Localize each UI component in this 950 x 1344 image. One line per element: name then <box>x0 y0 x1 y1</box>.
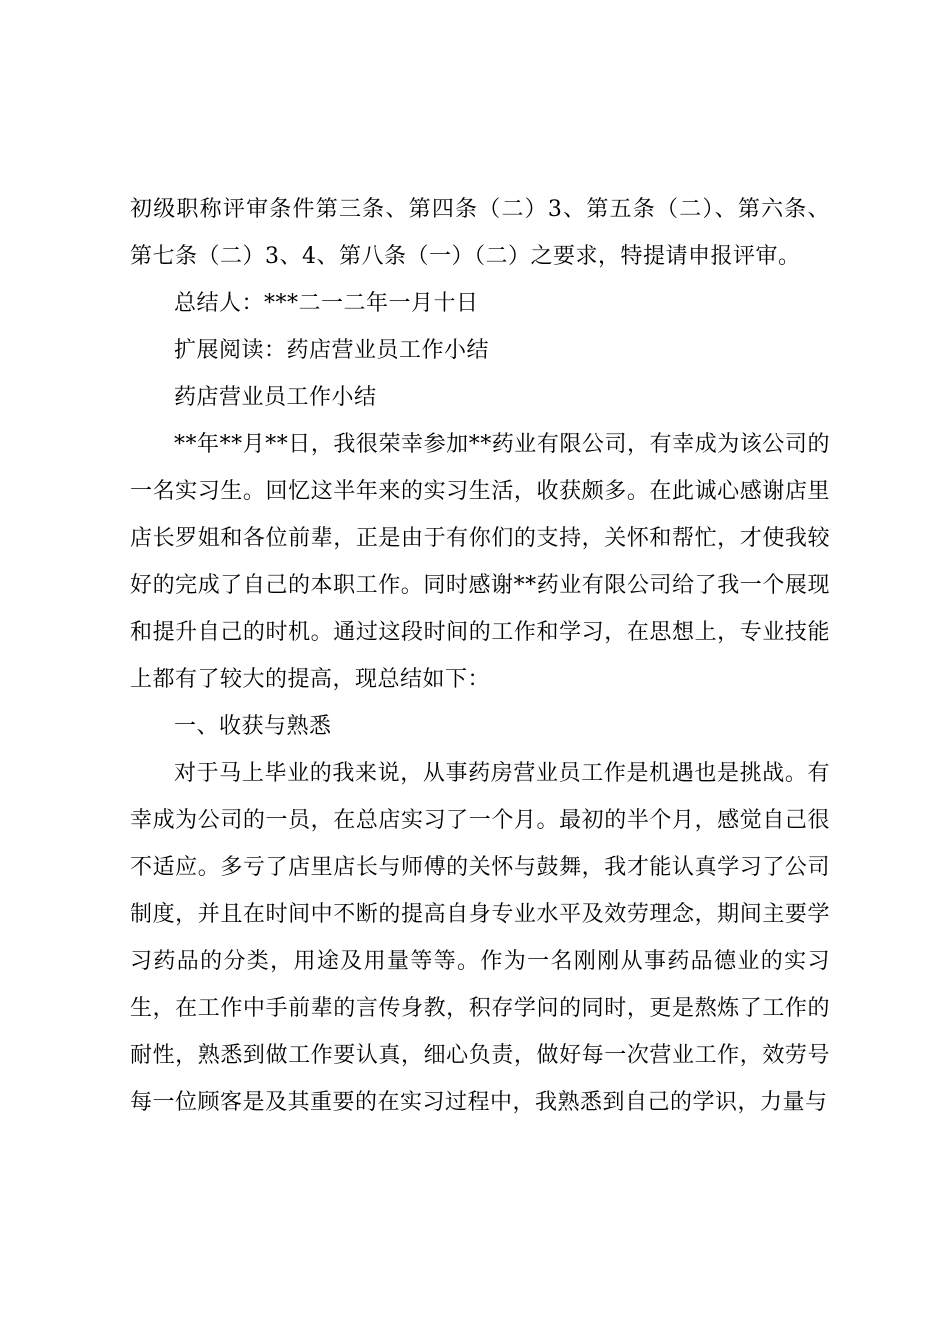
section-title: 药店营业员工作小结 <box>174 385 377 410</box>
paragraph-continuation: 初级职称评审条件第三条、第四条（二）3、第五条（二）、第六条、第七条（二）3、4、第八条（一）（二）之要求，特提请申报评审。 <box>130 197 830 269</box>
section-heading: 一、收获与熟悉 <box>174 714 332 739</box>
paragraph-body: 对于马上毕业的我来说，从事药房营业员工作是机遇也是挑战。有幸成为公司的一员，在总店实习了一个月。最初的半个月，感觉自己很不适应。多亏了店里店长与师傅的关怀与鼓舞，我才能认真学习了公司制度，并且在时间中不断的提高自身专业水平及效劳理念，期间主要学习药品的分类，用途及用量等等。作为一名刚刚从事药品德业的实习生，在工作中手前辈的言传身教，积存学问的同时，更是熬炼了工作的耐性，熟悉到做工作要认真，细心负责，做好每一次营业工作，效劳号每一位顾客是及其重要的在实习过程中，我熟悉到自己的学识，力量与 <box>130 761 830 1115</box>
extended-reading-line: 扩展阅读：药店营业员工作小结 <box>174 338 490 363</box>
paragraph-intro: **年**月**日，我很荣幸参加**药业有限公司，有幸成为该公司的一名实习生。回忆这半年来的实习生活，收获颇多。在此诚心感谢店里店长罗姐和各位前辈，正是由于有你们的支持，关怀和帮忙，才使我较好的完成了自己的本职工作。同时感谢**药业有限公司给了我一个展现和提升自己的时机。通过这段时间的工作和学习，在思想上，专业技能上都有了较大的提高，现总结如下： <box>130 432 830 692</box>
document-body <box>130 186 830 1126</box>
signature-line: 总结人：***二一二年一月十日 <box>174 291 479 316</box>
